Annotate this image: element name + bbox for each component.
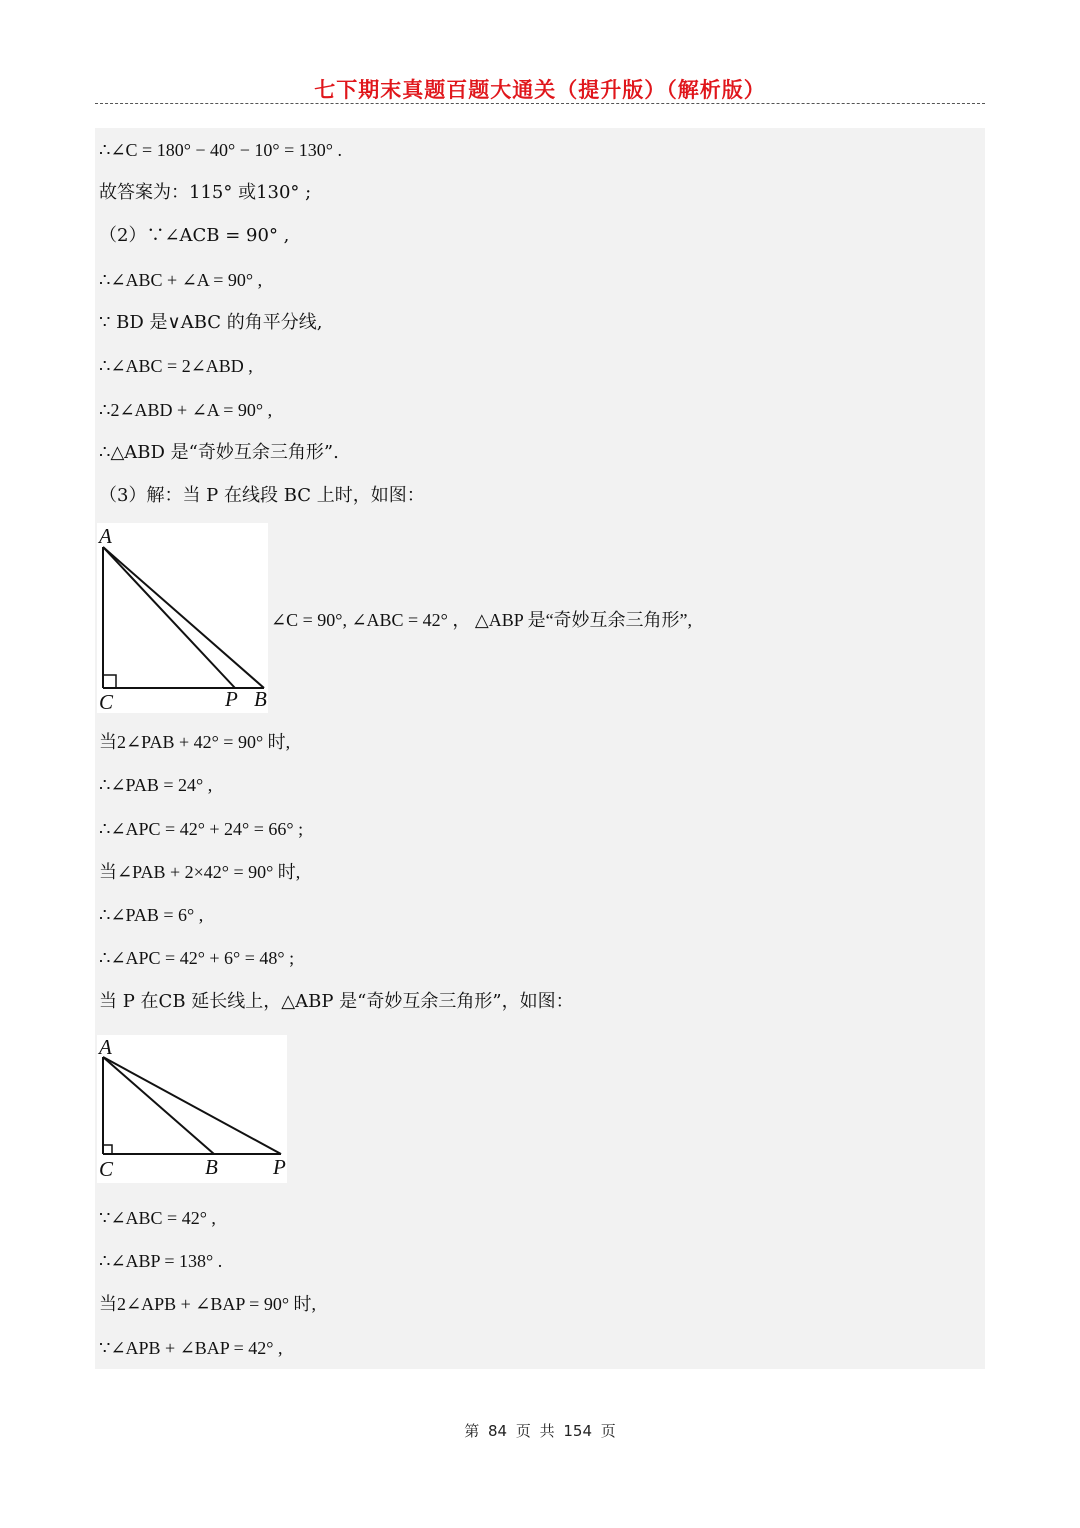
text-line: ∴△ABD 是“奇妙互余三角形”.	[99, 442, 339, 463]
triangle-figure-p-on-bc	[97, 523, 268, 713]
text-line: ∴∠PAB = 6° ,	[99, 905, 204, 925]
text-line: ∴∠ABP = 138° .	[99, 1251, 223, 1271]
solution-content	[95, 128, 985, 1369]
text-line: ∴∠ABC + ∠A = 90° ,	[99, 270, 263, 290]
text-line: ∠C = 90°, ∠ABC = 42° ， △ABP 是“奇妙互余三角形”,	[271, 610, 693, 630]
text-line: ∴2∠ABD + ∠A = 90° ,	[99, 400, 273, 420]
text-line: ∵∠ABC = 42° ,	[99, 1208, 216, 1228]
header-divider	[95, 103, 985, 104]
text-line: ∴∠C = 180° − 40° − 10° = 130° .	[99, 140, 342, 160]
vertex-label-c: C	[99, 690, 114, 713]
text-line: 当∠PAB + 2×42° = 90° 时,	[99, 862, 301, 882]
triangle-figure-p-on-extension	[97, 1035, 287, 1183]
text-line: ∴∠APC = 42° + 6° = 48° ;	[99, 948, 295, 968]
page-footer: 第 84 页 共 154 页	[464, 1422, 616, 1440]
vertex-label-a: A	[99, 524, 112, 548]
vertex-label-c: C	[99, 1157, 114, 1181]
text-line: 当 P 在CB 延长线上，△ABP 是“奇妙互余三角形”，如图：	[99, 991, 574, 1012]
text-line: 故答案为：115° 或130° ;	[99, 182, 312, 203]
text-line: （3）解：当 P 在线段 BC 上时，如图：	[99, 485, 425, 506]
text-line: ∴∠PAB = 24° ,	[99, 775, 213, 795]
text-line: ∴∠APC = 42° + 24° = 66° ;	[99, 819, 304, 839]
text-line: ∵ BD 是∨ABC 的角平分线,	[99, 312, 323, 333]
vertex-label-a: A	[99, 1035, 112, 1059]
document-header-title: 七下期末真题百题大通关（提升版）（解析版）	[314, 77, 766, 102]
text-line: 当2∠APB + ∠BAP = 90° 时,	[99, 1294, 317, 1314]
vertex-label-b: B	[205, 1155, 218, 1179]
text-line: 当2∠PAB + 42° = 90° 时,	[99, 732, 291, 752]
vertex-label-b: B	[254, 687, 267, 711]
text-line: （2）∵∠ACB = 90° ,	[99, 225, 290, 246]
vertex-label-p: P	[273, 1155, 286, 1179]
text-line: ∴∠ABC = 2∠ABD ,	[99, 356, 253, 376]
text-line: ∵∠APB + ∠BAP = 42° ,	[99, 1338, 283, 1358]
vertex-label-p: P	[225, 687, 238, 711]
